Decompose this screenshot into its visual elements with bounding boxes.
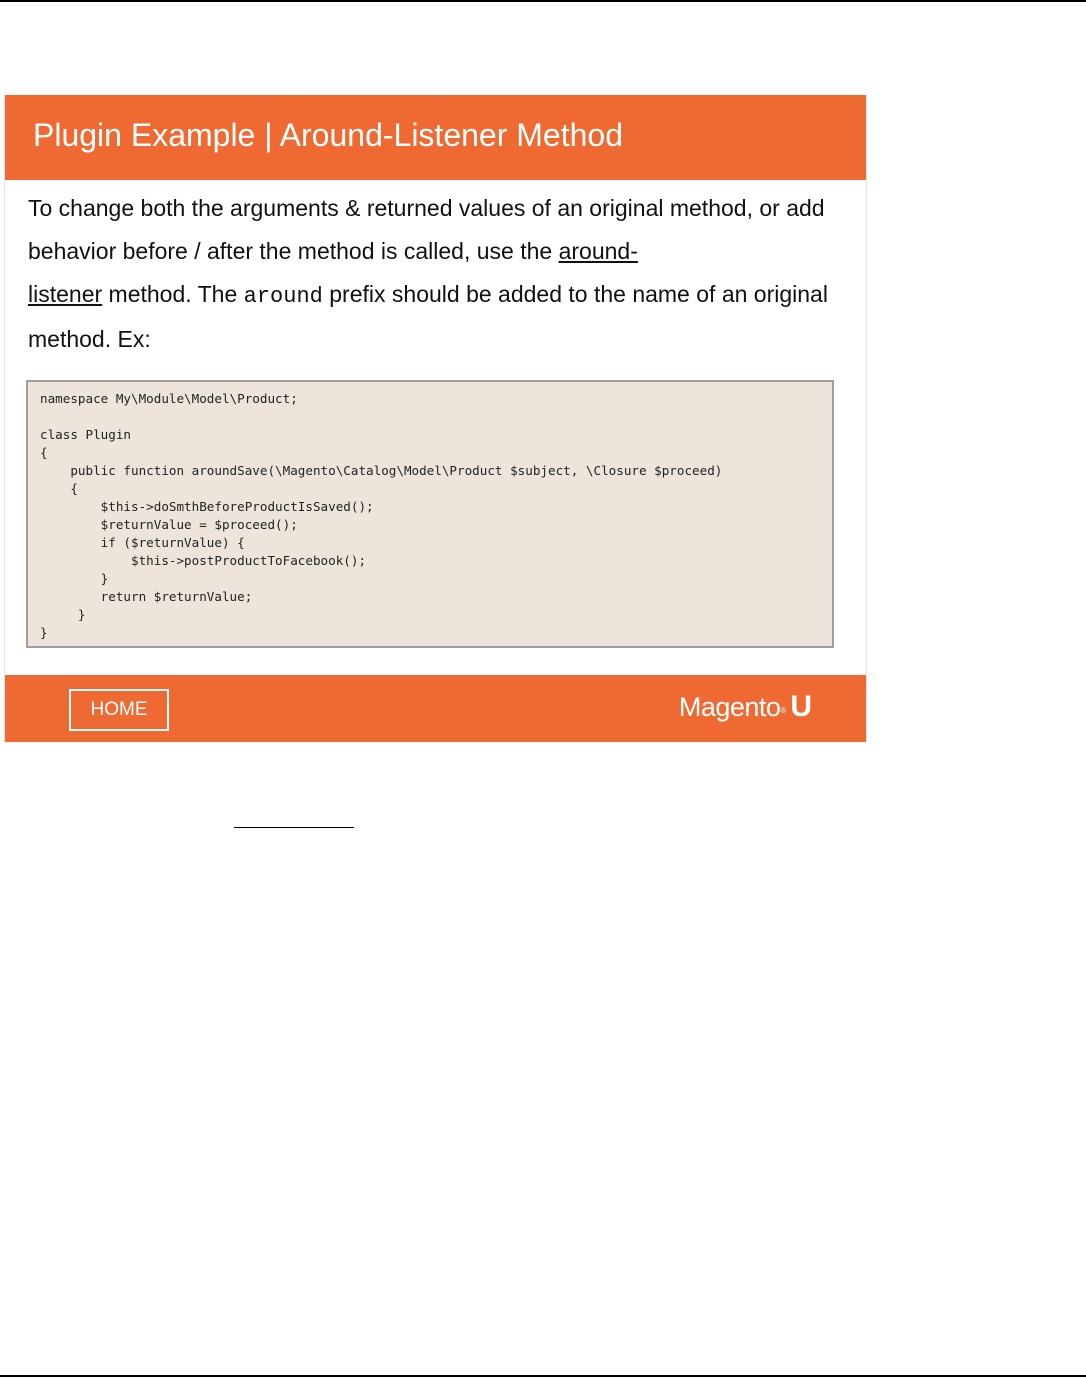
home-button[interactable]: HOME bbox=[69, 689, 169, 731]
slide-header bbox=[5, 95, 866, 180]
page-top-rule bbox=[0, 0, 1086, 2]
slide-body-text bbox=[28, 187, 843, 361]
body-text-part-3: prefix should be added to the name of an original method. Ex: bbox=[28, 281, 828, 352]
slide-footer bbox=[5, 675, 866, 742]
stray-underline-rule bbox=[234, 827, 354, 828]
slide bbox=[4, 95, 867, 742]
brand-registered-mark: ® bbox=[780, 706, 787, 715]
around-listener-link-part-1: around- bbox=[558, 238, 638, 264]
magento-u-logo bbox=[679, 691, 812, 728]
page-bottom-rule bbox=[0, 1375, 1086, 1377]
code-example-box bbox=[26, 380, 834, 648]
brand-word: Magento bbox=[678, 692, 781, 722]
body-text-part-1: To change both the arguments & returned values of an original method, or add behavior before / after the method is called, use the bbox=[28, 195, 825, 264]
around-listener-link-part-2: listener bbox=[28, 281, 103, 307]
slide-title: Plugin Example | Around-Listener Method bbox=[33, 117, 623, 153]
brand-u: U bbox=[790, 690, 812, 723]
inline-code-around: around bbox=[243, 284, 323, 309]
body-text-part-2: method. The bbox=[102, 281, 244, 307]
code-example: namespace My\Module\Model\Product; class Plugin { public function aroundSave(\Magento\Catalog\Model\Product $subject, \Closure $proceed) { $this->doSmthBeforeProductIsSaved(); $returnValue = $proceed(); if ($returnValue) { $this->postProductToFacebook(); } return $returnValue; } } bbox=[40, 391, 723, 640]
